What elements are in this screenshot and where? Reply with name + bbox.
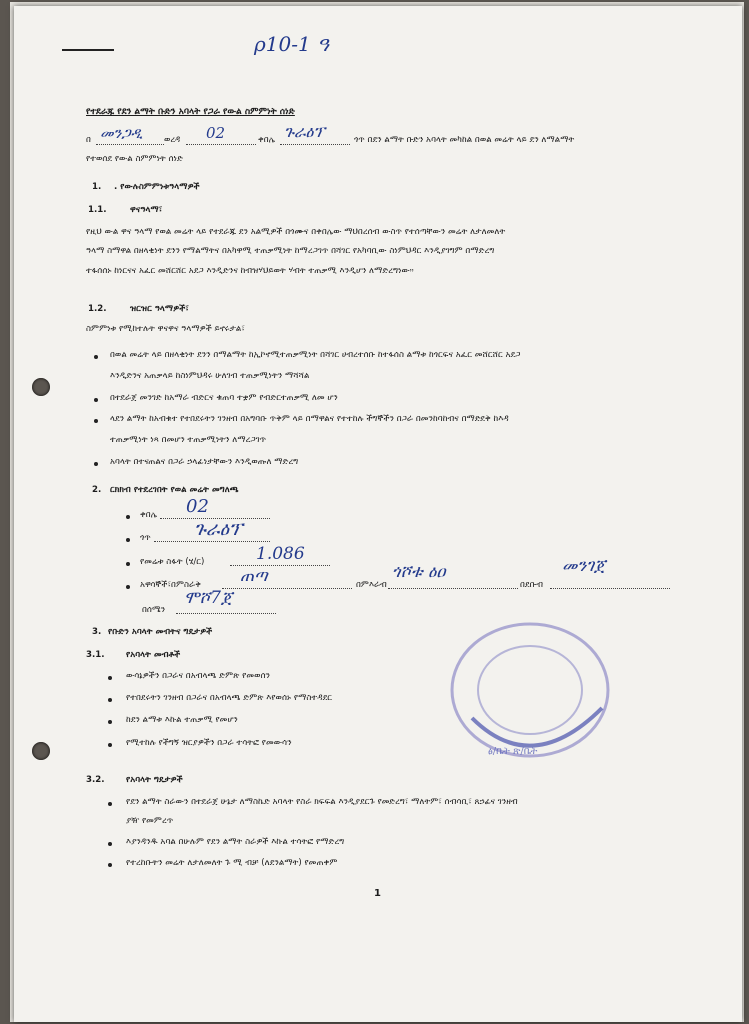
woreda-blank [96, 144, 164, 145]
s32-num: 3.2. [86, 775, 105, 785]
hw-s2-west: ጎሾቱ ዕዐ [392, 562, 446, 582]
s31-num: 3.1. [86, 650, 105, 660]
hw-s2-north: መንገጀ [562, 556, 606, 576]
bullet [126, 562, 130, 566]
s11-line-3: ተፋሰሰኑ ከነርናና አፈር መሸርሸር አደጋ እንዲድንና ከብዝሃህይወት ሃብት ተጠቃሚ እንዲሆን ለማድረግነው። [86, 266, 414, 276]
s12-bullet-3: ላደን ልማት ከአብቁተ የተበደሩትን ገንዘብ በአግባቡ ጥቅም ላይ በማዋልና የተተከሉ ችግኞችን በጋራ በመንከባከብና በማድደቅ ከእዳ [110, 414, 509, 424]
s2-kebele-label: ቀበሌ [140, 510, 158, 520]
bullet [94, 398, 98, 402]
handwritten-ref: ρ10-1 ዓ [254, 32, 329, 56]
bullet [108, 743, 112, 747]
s2-north-label: በደቡብ [520, 580, 544, 590]
s12-bullet-1: በወል መሬት ላይ በዘላቂነት ደንን በማልማት ከኢኮኖሚተጠቃሚነት በሻገር ሀብረተሰቡ ከተፋሰስ ልማቱ ከጎርፍና አፈር መሸርሸር አደጋ [110, 350, 521, 360]
s12-bullet-1-cont: እንዲድንና አጠቃላይ ከስነምህዳሩ ሁለገብ ተጠቃሚነትን ማሻሻል [110, 371, 310, 381]
page-number: 1 [374, 888, 381, 899]
s31-bullet-4: የሚተከሉ የችግኝ ዝርያዎችን በጋራ ተሳትፎ የመውሳን [126, 738, 292, 748]
got-field-line [154, 541, 270, 542]
s32-bullet-1-cont: ያዥ የመምረጥ [126, 816, 174, 826]
s31-bullet-3: ከደን ልማቱ እኩል ተጠቃሚ የመሆን [126, 715, 238, 725]
s32-bullet-2: እያንዳንዱ አባል በሁሉም የደን ልማት ስራዎች እኩል ተሳትፎ የማድረግ [126, 837, 345, 847]
bullet [108, 863, 112, 867]
hw-s2-kebele: 02 [186, 496, 209, 517]
s11-title: ዋናዓላማ፣ [130, 205, 163, 215]
hw-kebele-no: 02 [206, 124, 226, 142]
s12-bullet-2: በተደራጀ መንገድ ከአማራ ብድርና ቁጠባ ተቋም የብድርተጠቃሚ ለመ ሆን [110, 393, 338, 403]
s12-lead: ስምምነቱ የሚከተሉት ዋናዋና ዓላማዎች ይኖሩታል፣ [86, 324, 245, 334]
s11-line-2: ዓላማ ስማዋል በዘላቂነት ደንን የማልማትና በአካዋሚ ተጠቃሚነት ከማረጋገጥ በሻገር የአካባቢው ስነምህዳር እንዲያገግም በማድረግ [86, 246, 495, 256]
s2-south-label: በሰሜን [142, 605, 166, 615]
bullet [108, 676, 112, 680]
s3-title: የቡድን አባላት መብትና ግዴታዎች [108, 627, 213, 637]
s3-num: 3. [92, 627, 102, 637]
bullet [126, 538, 130, 542]
s2-area-label: የመሬቱ ስፋት (ሄ/ር) [140, 557, 205, 567]
s1-title: . የውሉስምምነቱዓላማዎች [114, 182, 200, 192]
s32-title: የአባላት ግዴታዎች [126, 775, 183, 785]
header-rule [62, 49, 114, 51]
bullet [126, 585, 130, 589]
s31-bullet-1: ውሳኔዎችን በጋራና በአብላጫ ድምጽ የመወሰን [126, 671, 271, 681]
s11-line-1: የዚህ ውል ዋና ዓላማ የወል መሬት ላይ የተደራጁ ደን አልሚዎች በጎሙና በቀበሌው ማህበረሰብ ውስጥ የተሰጣቸውን መሬት ለታለመለት [86, 227, 506, 237]
stamp-text: ፅ/ቤት ጽ/ቤት [488, 746, 538, 757]
hw-s2-got: ጉራዕፕ [194, 518, 243, 540]
bullet [108, 842, 112, 846]
document-title: የተደራጁ የደን ልማት ቡድን አባላት የጋራ የውል ስምምነት ሰነድ [86, 107, 295, 117]
intro-line2: የተወሰደ የውል ስምምነት ሰነድ [86, 154, 183, 164]
west-field-line [388, 588, 518, 589]
north-field-line [550, 588, 670, 589]
punch-hole [32, 378, 50, 396]
s31-bullet-2: የተበደሩትን ገንዘብ በጋራና በአብላጫ ድምጽ እየወሰኑ የማስተዳደር [126, 693, 333, 703]
intro-kebele: ቀበሌ [258, 135, 276, 145]
got-blank [280, 144, 350, 145]
s2-got-label: ጎጥ [140, 533, 151, 543]
s1-num: 1. [92, 182, 102, 192]
s32-bullet-1: የደን ልማት ስራውን በተደራጀ ሁኔታ ለማስኬድ አባላት የስራ ክፍፍል እንዲያደርጉ የመድረግ፣ ማለትም፣ ሰብሳቢ፣ ጸኃፊና ገንዘብ [126, 797, 518, 807]
document-page [14, 6, 742, 1022]
bullet [94, 419, 98, 423]
bullet [94, 355, 98, 359]
kebele-blank [186, 144, 256, 145]
hw-s2-area: 1.086 [256, 544, 305, 564]
s12-bullet-3-cont: ተጠቃሚነት ነጻ በመሆን ተጠቃሚነትን ለማረጋገጥ [110, 435, 267, 445]
s31-title: የአባላት መብቶች [126, 650, 181, 660]
bullet [94, 462, 98, 466]
s2-west-label: በምእራብ [356, 580, 387, 590]
east-field-line [222, 588, 352, 589]
intro-woreda: ወረዳ [164, 135, 181, 145]
south-field-line [176, 613, 276, 614]
hw-s2-east: ጠጣ [240, 566, 268, 586]
bullet [108, 802, 112, 806]
intro-pre: በ [86, 135, 91, 145]
s32-bullet-3: የተረከቡትን መሬት ለታለመለት ጉ ሚ ብቻ (ለደንልማት) የመጠቀም [126, 858, 338, 868]
punch-hole [32, 742, 50, 760]
hw-woreda-name: መንጋዲ [100, 124, 143, 142]
s12-num: 1.2. [88, 304, 107, 314]
hw-got: ጉራዕፕ [284, 122, 325, 141]
official-stamp [432, 608, 622, 778]
s2-num: 2. [92, 485, 102, 495]
bullet [108, 698, 112, 702]
s2-title: ርክክብ የተደረገበት የወል መሬት መግለጫ [110, 485, 239, 495]
hw-s2-south: ሞሾ7ጀ [184, 588, 233, 608]
bullet [126, 515, 130, 519]
s2-border-label: አዋሳኞች፣በምስራቅ [140, 580, 201, 590]
bullet [108, 720, 112, 724]
s11-num: 1.1. [88, 205, 107, 215]
s12-title: ዝርዝር ዓላማዎች፣ [130, 304, 189, 314]
s12-bullet-4: አባላት በተናጠልና በጋራ ኃላፊነታቸውን እንዲወጡለ ማድረግ [110, 457, 299, 467]
intro-post: ጎጥ በደን ልማት ቡድን አባላት መካከል በወል መሬት ላይ ደን ለማልማት [354, 135, 575, 145]
